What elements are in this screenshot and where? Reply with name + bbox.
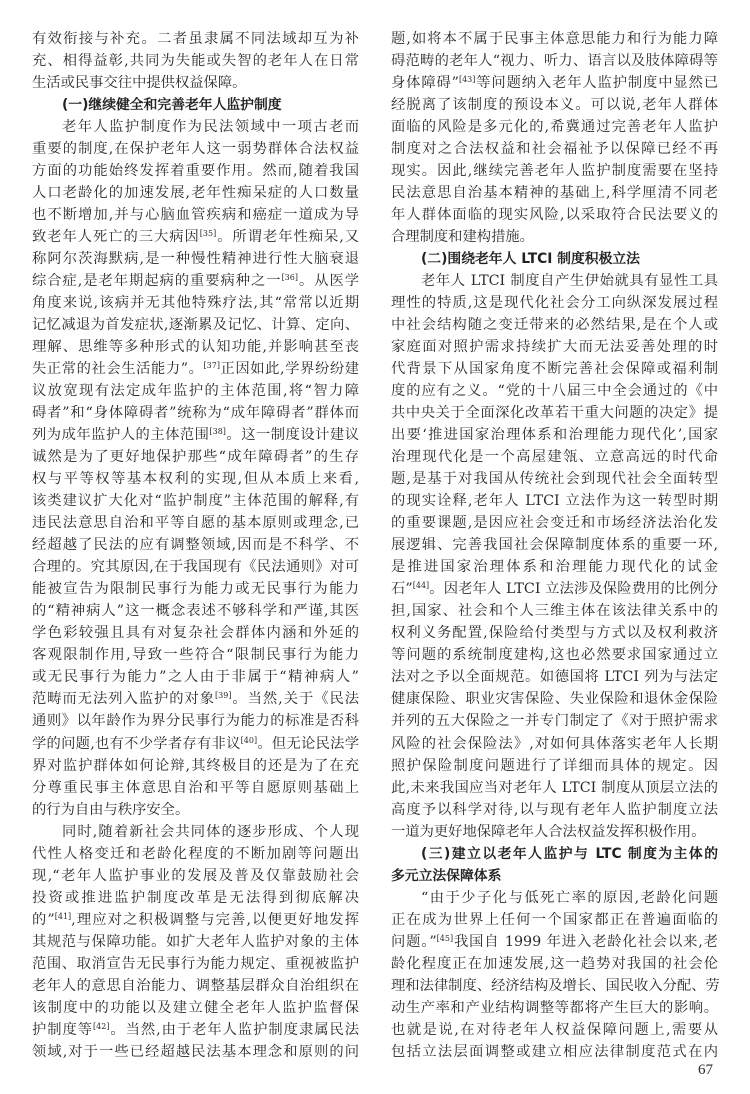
text-line: 人口老龄化的加速发展,老年性痴呆症的人口数量: [32, 185, 359, 202]
text-line: 该类建议扩大化对“监护制度”主体范围的解释,有: [32, 493, 359, 510]
text-line: 分尊重民事主体意思自治和平等自愿原则基础上: [32, 779, 359, 796]
citation-reference: [39]: [215, 691, 232, 701]
text-line: 记忆减退为首发症状,逐渐累及记忆、计算、定向、: [32, 317, 359, 334]
citation-reference: [41]: [54, 911, 72, 921]
text-line: 健康保险、职业灾害保险、失业保险和退休金保险: [391, 691, 718, 708]
text-line: 的重要课题,是因应社会变迁和市场经济法治化发: [391, 515, 718, 532]
text-line: 龄化程度正在加速发展,这一趋势对我国的社会伦: [391, 955, 718, 972]
text-line: 权利义务配置,保险给付类型与方式以及权利救济: [391, 625, 718, 642]
text-line: 违民法意思自治和平等自愿的基本原则或理念,已: [32, 515, 359, 532]
text-segment: 等问题纳入老年人监护制度中显然已: [475, 75, 719, 92]
text-segment: 的”: [32, 911, 55, 928]
paragraph: [32, 821, 359, 1063]
text-line: (二)围绕老年人 LTCI 制度积极立法: [421, 251, 640, 268]
citation-reference: [42]: [93, 1021, 110, 1031]
text-line: 共中央关于全面深化改革若干重大问题的决定》提: [391, 405, 718, 422]
text-line: 也不断增加,并与心脑血管疾病和癌症一道成为导: [32, 207, 359, 224]
text-line: 的“精神病人”这一概念表述不够科学和严谨,其医: [32, 603, 359, 620]
text-line: 通则》以年龄作为界分民事行为能力的标准是否科: [32, 713, 359, 730]
text-segment: 失正常的社会生活能力”。: [32, 361, 204, 378]
text-line: 老年人监护制度作为民法领域中一项古老而: [62, 119, 359, 136]
text-line: [32, 909, 359, 931]
text-line: 风险的社会保险法》,对如何具体落实老年人长期: [391, 735, 718, 752]
text-line: 权与平等权等基本权利的实现,但从本质上来看,: [32, 471, 359, 488]
section-heading: [391, 843, 718, 887]
text-line: 经超越了民法的应有调整领域,因而是不科学、不: [32, 537, 359, 554]
citation-reference: [35]: [199, 229, 217, 239]
text-line: 客观限制作用,导致一些符合“限制民事行为能力: [32, 647, 359, 664]
text-line: 现,“老年人监护事业的发展及普及仅靠鼓励社会: [32, 867, 359, 884]
text-line: 该制度中的功能以及建立健全老年人监护监督保: [32, 999, 359, 1016]
text-line: 中社会结构随之变迁带来的必然结果,是在个人或: [391, 317, 718, 334]
paragraph: [391, 270, 718, 842]
text-line: [32, 733, 359, 755]
paragraph: [391, 28, 718, 248]
text-line: 领域,对于一些已经超越民法基本理念和原则的问: [32, 1043, 359, 1060]
text-line: “由于少子化与低死亡率的原因,老龄化问题: [421, 889, 718, 906]
text-line: [391, 578, 718, 600]
text-line: 出要‘推进国家治理体系和治理能力现代化’,国家: [391, 427, 718, 444]
text-segment: 。当然,由于老年人监护制度隶属民法: [109, 1021, 359, 1038]
text-line: 合理制度和建构措施。: [391, 229, 534, 246]
text-line: 理解、思维等多种形式的认知功能,并影响甚至丧: [32, 339, 359, 356]
text-line: 法对之予以全面规范。如德国将 LTCI 列为与法定: [391, 669, 718, 686]
text-segment: 。从医学: [297, 273, 359, 290]
text-line: 民法意思自治基本精神的基础上,科学厘清不同老: [391, 185, 718, 202]
text-segment: 问题。”: [391, 933, 437, 950]
text-line: 现实。因此,继续完善老年人监护制度需要在坚持: [391, 163, 718, 180]
text-line: [32, 270, 359, 292]
page-number: 67: [698, 1062, 713, 1078]
text-line: 是推进国家治理体系和治理能力现代化的试金: [391, 559, 718, 576]
text-line: [32, 1019, 359, 1041]
text-line: 能被宣告为限制民事行为能力或无民事行为能力: [32, 581, 359, 598]
text-line: 展逻辑、完善我国社会保障制度体系的重要一环,: [391, 537, 718, 554]
right-column: [391, 28, 718, 1063]
text-segment: 综合症,是老年期起病的重要病种之一: [32, 273, 282, 290]
text-line: 理性的特质,这是现代化社会分工向纵深发展过程: [391, 295, 718, 312]
text-line: 等问题的系统制度建构,这也必然要求国家通过立: [391, 647, 718, 664]
text-segment: 。所谓老年性痴呆,又: [216, 229, 360, 246]
text-line: 代性人格变迁和老龄化程度的不断加剧等问题出: [32, 845, 359, 862]
text-line: 经脱离了该制度的预设本义。可以说,老年人群体: [391, 97, 718, 114]
text-line: 制度对之合法权益和社会福祉予以保障已经不再: [391, 141, 718, 158]
text-line: 度的应有之义。“党的十八届三中全会通过的《中: [391, 383, 718, 400]
text-line: [32, 424, 359, 446]
text-line: (三)建立以老年人监护与 LTC 制度为主体的: [421, 845, 718, 862]
text-line: 有效衔接与补充。二者虽隶属不同法域却互为补: [32, 31, 359, 47]
text-line: 范围、取消宣告无民事行为能力规定、重视被监护: [32, 955, 359, 972]
text-segment: 身体障碍”: [391, 75, 459, 92]
citation-reference: [43]: [458, 75, 476, 85]
text-line: 治理现代化是一个高屋建瓴、立意高远的时代命: [391, 449, 718, 466]
text-line: 题,如将本不属于民事主体意思能力和行为能力障: [391, 31, 718, 47]
text-line: [32, 688, 359, 710]
text-line: 包括立法层面调整或建立相应法律制度范式在内: [391, 1043, 718, 1060]
text-line: 家庭面对照护需求持续扩大而无法妥善处理的时: [391, 339, 718, 356]
text-line: 正在成为世界上任何一个国家都正在普遍面临的: [391, 911, 718, 928]
text-line: 高度予以科学对待,以与现有老年人监护制度立法: [391, 801, 718, 818]
text-line: 也就是说,在对待老年人权益保障问题上,需要从: [391, 1021, 718, 1038]
text-line: [32, 358, 359, 380]
text-segment: 学的问题,也有不少学者存有非议: [32, 735, 241, 752]
paragraph: [391, 887, 718, 1063]
text-line: 一道为更好地保障老年人合法权益发挥积极作用。: [391, 823, 706, 840]
text-segment: 列为成年监护人的主体范围: [32, 427, 210, 444]
text-line: 的现实诠释,老年人 LTCI 立法作为这一转型时期: [391, 493, 718, 510]
text-line: 并列的五大保险之一并专门制定了《对于照护需求: [391, 713, 718, 730]
text-line: 其规范与保障功能。如扩大老年人监护对象的主体: [32, 933, 359, 950]
text-line: 老年人的意思自治能力、调整基层群众自治组织在: [32, 977, 359, 994]
text-line: 重要的制度,在保护老年人这一弱势群体合法权益: [32, 141, 359, 158]
text-segment: 。但无论民法学: [257, 735, 360, 752]
text-line: (一)继续健全和完善老年人监护制度: [62, 97, 282, 114]
text-line: 议放宽现有法定成年监护的主体范围,将“智力障: [32, 383, 359, 400]
text-line: 照护保险制度问题进行了详细而具体的规定。因: [391, 757, 718, 774]
text-line: 多元立法保障体系: [391, 867, 502, 884]
text-line: 称阿尔茨海默病,是一种慢性精神进行性大脑衰退: [32, 251, 359, 268]
text-segment: ,理应对之积极调整与完善,以便更好地发挥: [71, 911, 359, 928]
text-line: 方面的功能始终发挥着重要作用。然而,随着我国: [32, 163, 359, 180]
text-segment: 护制度等: [32, 1021, 94, 1038]
text-line: 面临的风险是多元化的,希冀通过完善老年人监护: [391, 119, 718, 136]
text-line: 年人群体面临的现实风险,以采取符合民法要义的: [391, 207, 718, 224]
text-line: 此,未来我国应当对老年人 LTCI 制度从顶层立法的: [391, 779, 718, 796]
text-segment: 范畴而无法列入监护的对象: [32, 691, 216, 708]
citation-reference: [40]: [240, 735, 258, 745]
text-line: 角度来说,该病并无其他特殊疗法,其“常常以近期: [32, 295, 359, 312]
text-line: 理和法律制度、经济结构及增长、国民收入分配、劳: [391, 977, 720, 994]
text-line: 生活或民事交往中提供权益保障。: [32, 75, 247, 92]
text-segment: 。这一制度设计建议: [225, 427, 360, 444]
citation-reference: [36]: [281, 273, 298, 283]
text-line: 诚然是为了更好地保护那些“成年障碍者”的生存: [32, 449, 359, 466]
text-line: 碍范畴的老年人“视力、听力、语言以及肢体障碍等: [391, 53, 718, 70]
section-heading: [32, 94, 359, 116]
left-column: [32, 28, 359, 1063]
text-line: 题,是基于对我国从传统社会到现代社会全面转型: [391, 471, 718, 488]
text-line: 代背景下从国家角度不断完善社会保障或福利制: [391, 361, 718, 378]
text-line: 动生产率和产业结构调整等都将产生巨大的影响。: [391, 999, 718, 1016]
text-line: 投资或推进监护制度改革是无法得到彻底解决: [32, 889, 359, 906]
citation-reference: [38]: [209, 427, 226, 437]
text-line: [32, 226, 359, 248]
citation-reference: [37]: [203, 361, 220, 371]
text-line: 或无民事行为能力”之人由于非属于“精神病人”: [32, 669, 359, 686]
section-heading: [391, 248, 718, 270]
text-line: 碍者”和“身体障碍者”统称为“成年障碍者”群体而: [32, 405, 359, 422]
citation-reference: [45]: [436, 933, 454, 943]
text-line: [391, 931, 718, 953]
text-line: [391, 72, 718, 94]
text-line: 充、相得益彰,共同为失能或失智的老年人在日常: [32, 53, 359, 70]
paragraph: [32, 116, 359, 821]
text-segment: 石”: [391, 581, 413, 598]
text-segment: 。当然,关于《民法: [231, 691, 359, 708]
text-line: 担,国家、社会和个人三维主体在该法律关系中的: [391, 603, 718, 620]
text-segment: 正因如此,学界纷纷建: [219, 361, 359, 378]
citation-reference: [44]: [412, 581, 430, 591]
text-segment: 致老年人死亡的三大病因: [32, 229, 200, 246]
text-line: 界对监护群体如何论辩,其终极目的还是为了在充: [32, 757, 359, 774]
text-line: 学色彩较强且具有对复杂社会群体内涵和外延的: [32, 625, 359, 642]
text-line: 老年人 LTCI 制度自产生伊始就具有显性工具: [421, 273, 718, 290]
text-segment: 我国自 1999 年进入老龄化社会以来,老: [453, 933, 718, 950]
text-line: 同时,随着新社会共同体的逐步形成、个人现: [62, 823, 359, 840]
text-line: 合理的。究其原因,在于我国现有《民法通则》对可: [32, 559, 359, 576]
text-segment: 。因老年人 LTCI 立法涉及保险费用的比例分: [429, 581, 718, 598]
paragraph: [32, 28, 359, 94]
text-line: 的行为自由与秩序安全。: [32, 801, 190, 818]
